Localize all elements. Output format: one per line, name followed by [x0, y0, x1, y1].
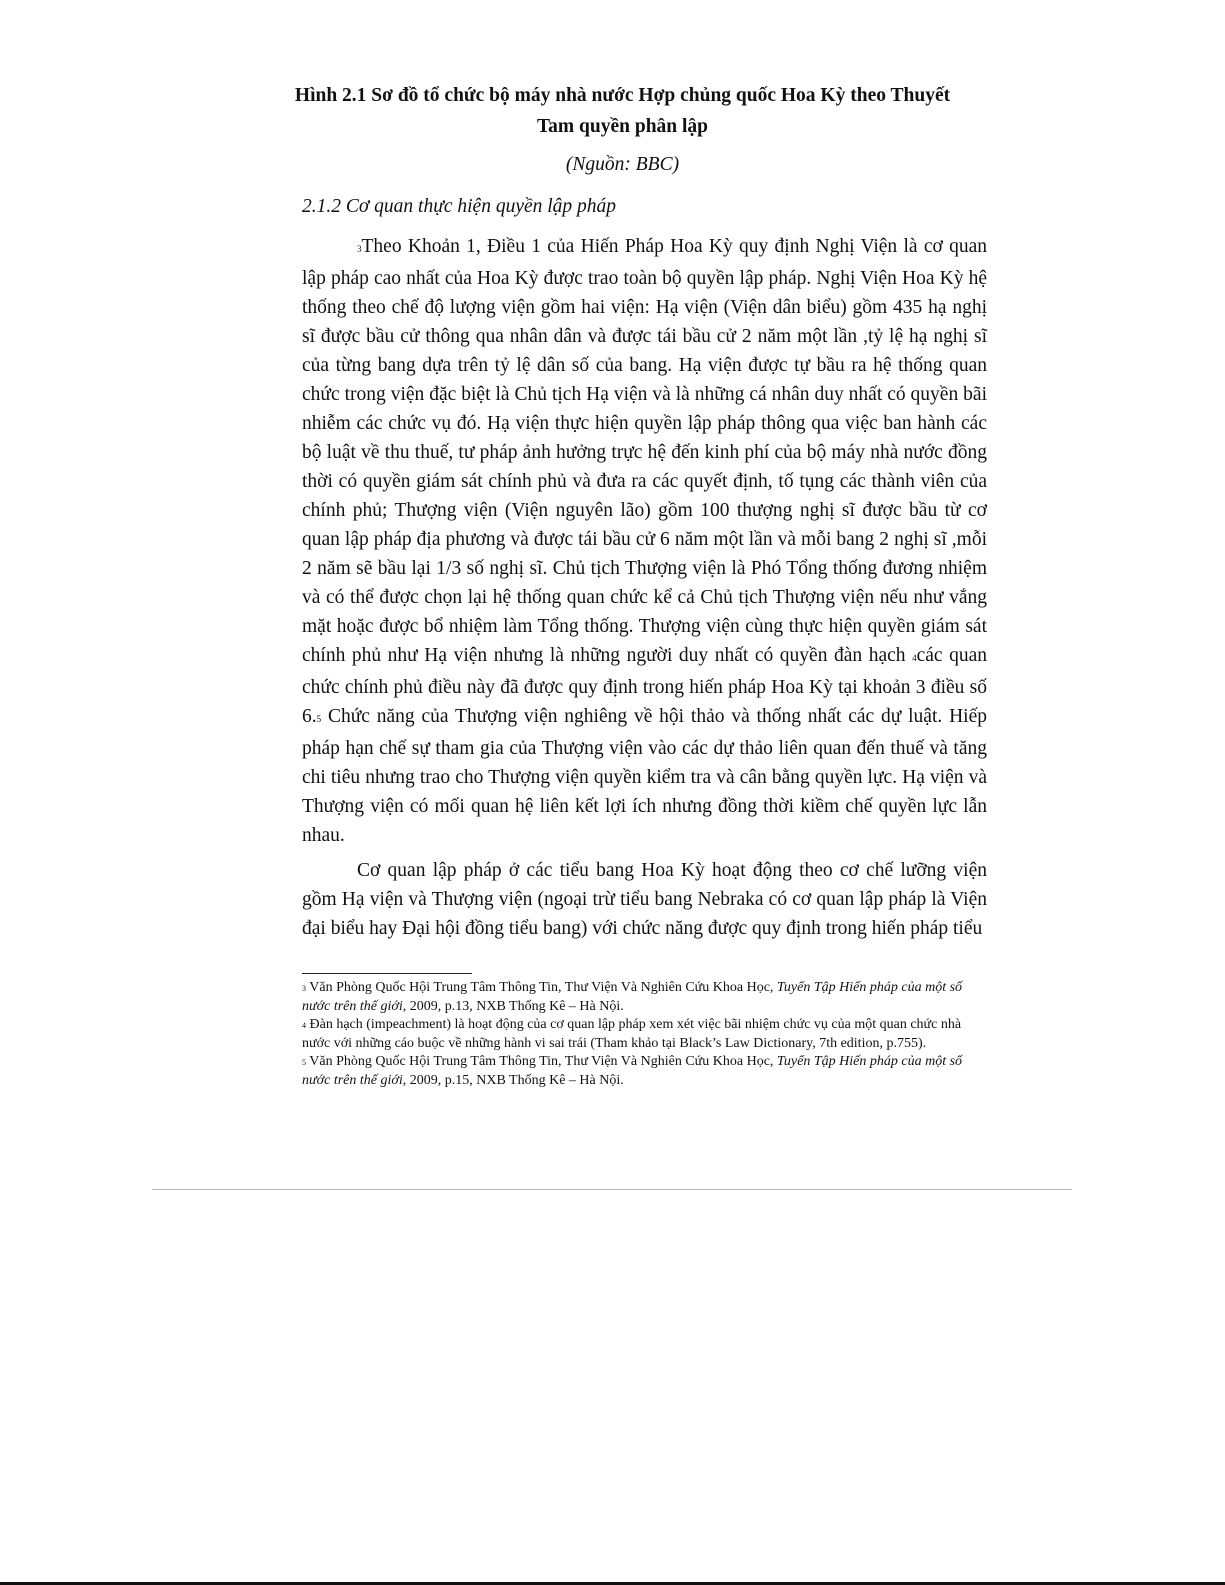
footnote-book-title: Tuyển Tập Hiến pháp của một số nước trên thế giới: [302, 980, 963, 1014]
body-paragraph-1: [302, 232, 987, 850]
footnote-book-title: Tuyển Tập Hiến pháp của một số nước trên thế giới: [302, 1054, 963, 1088]
footnote-text: Đàn hạch (impeachment) là hoạt động của cơ quan lập pháp xem xét việc bãi nhiệm chức vụ của một quan chức nhà nước với những cáo buộc về những hành vi sai trái (Tham khảo tại Black’s Law Dictionary, 7th edition, p.755).: [302, 1017, 962, 1051]
footnote-text: , 2009, p.15, NXB Thống Kê – Hà Nội.: [402, 1073, 624, 1088]
footnote-text: Văn Phòng Quốc Hội Trung Tâm Thông Tin, Thư Viện Và Nghiên Cứu Khoa Học,: [306, 1054, 777, 1069]
figure-caption: [260, 80, 985, 142]
footnote-number: 4: [302, 1021, 306, 1030]
footnote-3: [302, 979, 987, 1016]
page-divider: [152, 1189, 1072, 1190]
section-heading: 2.1.2 Cơ quan thực hiện quyền lập pháp: [302, 196, 617, 217]
figure-source: (Nguồn: BBC): [565, 154, 680, 175]
body-paragraph-2: Cơ quan lập pháp ở các tiểu bang Hoa Kỳ hoạt động theo cơ chế lưỡng viện gồm Hạ viện và Thượng viện (ngoại trừ tiểu bang Nebraka có cơ quan lập pháp là Viện đại biểu hay Đại hội đồng tiểu bang) với chức năng được quy định trong hiến pháp tiểu: [302, 860, 987, 939]
footnote-text: , 2009, p.13, NXB Thống Kê – Hà Nội.: [402, 999, 624, 1014]
footnotes: [302, 979, 987, 1090]
footnote-ref-5: 5: [316, 714, 322, 724]
figure-caption-line-2: Tam quyền phân lập: [536, 116, 709, 137]
footnote-text: Văn Phòng Quốc Hội Trung Tâm Thông Tin, Thư Viện Và Nghiên Cứu Khoa Học,: [306, 980, 777, 995]
footnote-4: [302, 1016, 987, 1053]
footnote-number: 3: [302, 984, 306, 993]
footnote-5: [302, 1053, 987, 1090]
footnote-ref-4: 4: [912, 653, 917, 663]
footnote-separator: [302, 973, 472, 974]
paragraph-text: Theo Khoản 1, Điều 1 của Hiến Pháp Hoa Kỳ quy định Nghị Viện là cơ quan lập pháp cao nhất của Hoa Kỳ được trao toàn bộ quyền lập pháp. Nghị Viện Hoa Kỳ hệ thống theo chế độ lượng viện gồm hai viện: Hạ viện (Viện dân biểu) gồm 435 hạ nghị sĩ được bầu cử thông qua nhân dân và được tái bầu cử 2 năm một lần ,tỷ lệ hạ nghị sĩ của từng bang dựa trên tỷ lệ dân số của bang. Hạ viện được tự bầu ra hệ thống quan chức trong viện đặc biệt là Chủ tịch Hạ viện và là những cá nhân duy nhất có quyền bãi nhiễm các chức vụ đó. Hạ viện thực hiện quyền lập pháp thông qua việc ban hành các bộ luật về thu thuế, tư pháp ảnh hưởng trực hệ đến kinh phí của bộ máy nhà nước đồng thời có quyền giám sát chính phủ và đưa ra các quyết định, tố tụng các thành viên của chính phủ; Thượng viện (Viện nguyên lão) gồm 100 thượng nghị sĩ được bầu từ cơ quan lập pháp địa phương và được tái bầu cử 6 năm một lần và mỗi bang 2 nghị sĩ ,mỗi 2 năm sẽ bầu lại 1/3 số nghị sĩ. Chủ tịch Thượng viện là Phó Tổng thống đương nhiệm và có thể được chọn lại hệ thống quan chức kể cả Chủ tịch Thượng viện nếu như vắng mặt hoặc được bổ nhiệm làm Tổng thống. Thượng viện cùng thực hiện quyền giám sát chính phủ như Hạ viện nhưng là những người duy nhất có quyền đàn hạch: [302, 236, 987, 666]
footnote-number: 5: [302, 1058, 306, 1067]
paragraph-text: các quan chức chính phủ điều này đã được quy định trong hiến pháp Hoa Kỳ tại khoản 3 điều số 6.: [302, 645, 987, 727]
paragraph-text: Chức năng của Thượng viện nghiêng về hội thảo và thống nhất các dự luật. Hiếp pháp hạn chế sự tham gia của Thượng viện vào các dự thảo liên quan đến thuế và tăng chi tiêu nhưng trao cho Thượng viện quyền kiểm tra và cân bằng quyền lực. Hạ viện và Thượng viện có mối quan hệ liên kết lợi ích nhưng đồng thời kiềm chế quyền lực lẫn nhau.: [302, 706, 987, 846]
figure-caption-line-1: Hình 2.1 Sơ đồ tổ chức bộ máy nhà nước Hợp chủng quốc Hoa Kỳ theo Thuyết: [294, 85, 951, 106]
footnote-ref-3: 3: [357, 244, 362, 254]
